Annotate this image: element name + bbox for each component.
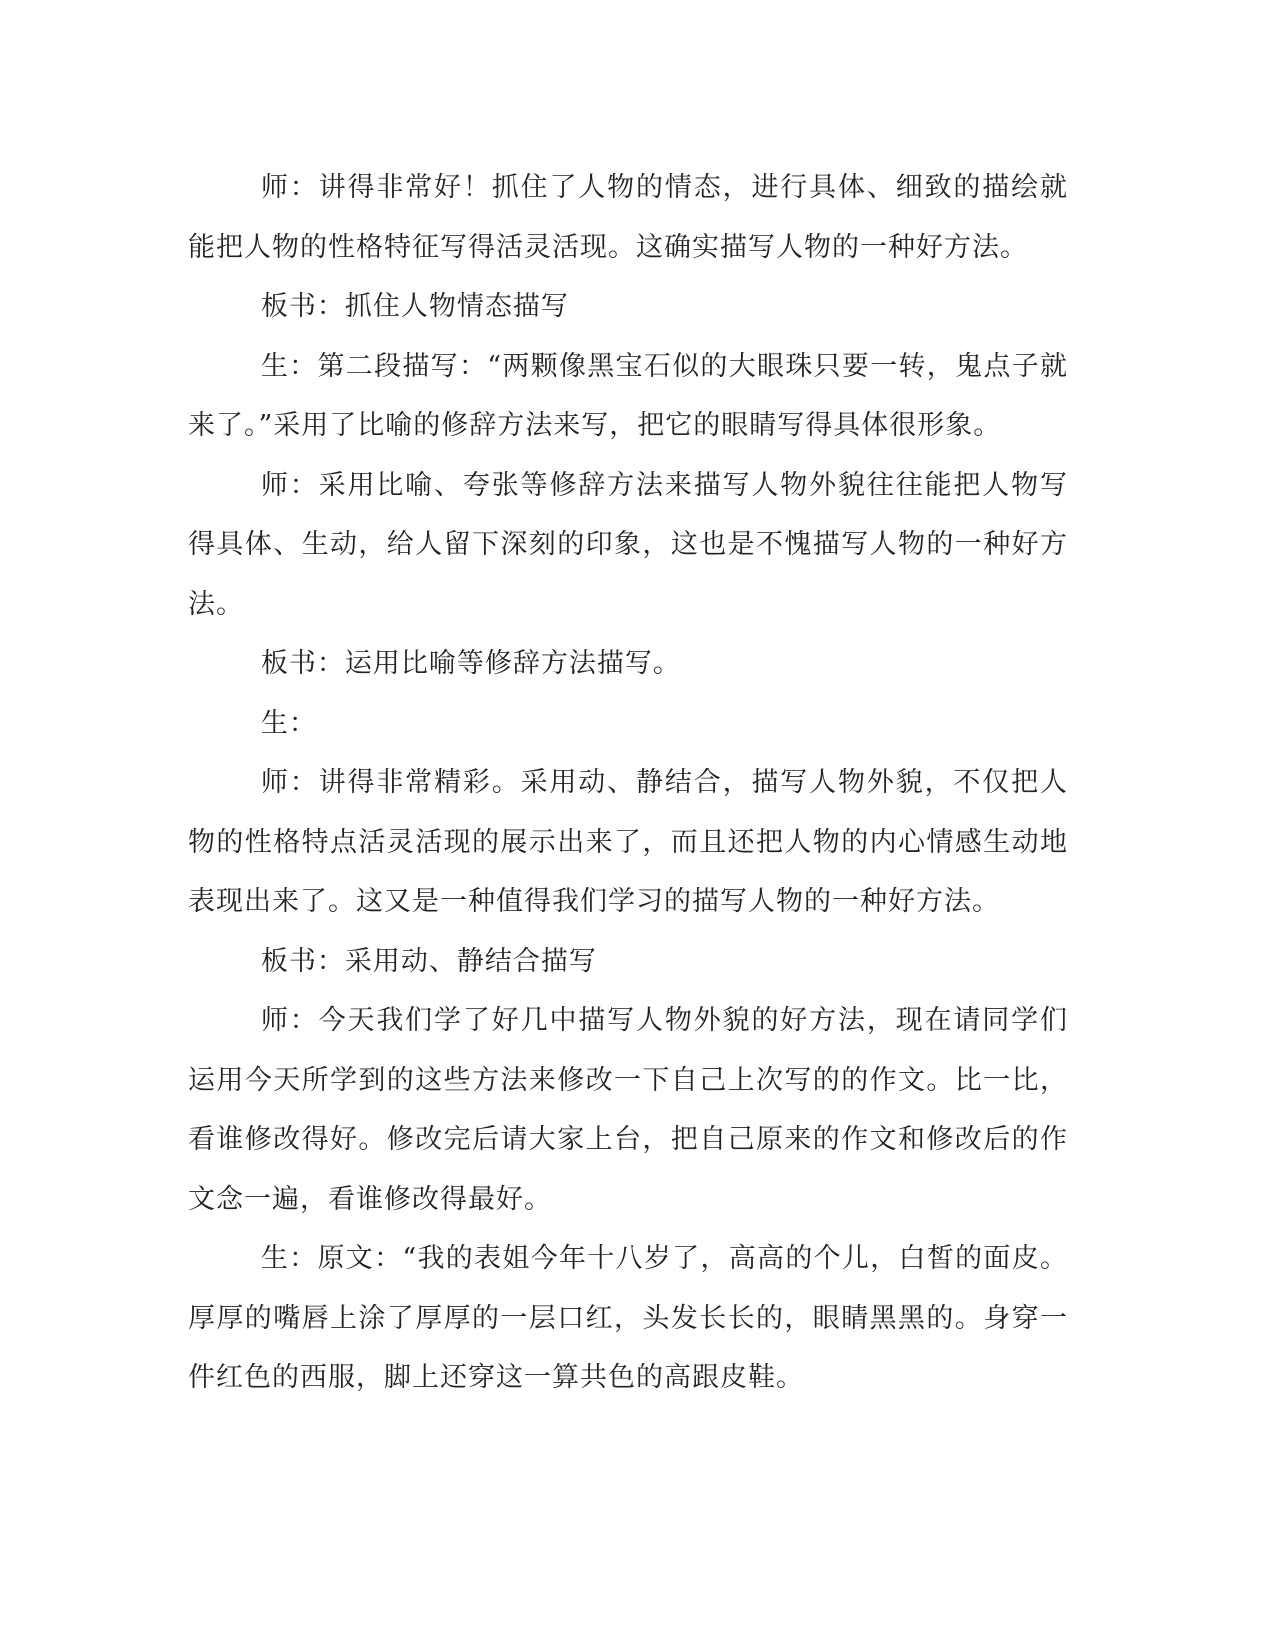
paragraph-student-2: 生： (260, 707, 317, 739)
paragraph-student-3: 生：原文：“我的表姐今年十八岁了，高高的个儿，白皙的面皮。厚厚的嘴唇上涂了厚厚的一层口红，头发长长的，眼睛黑黑的。身穿一件红色的西服，脚上还穿这一算共色的高跟皮鞋。 (188, 1243, 1068, 1393)
paragraph-board-note-3: 板书：采用动、静结合描写 (260, 945, 597, 977)
paragraph-board-note-2: 板书：运用比喻等修辞方法描写。 (260, 648, 681, 679)
paragraph-student-1: 生：第二段描写：“两颗像黑宝石似的大眼珠只要一转，鬼点子就来了。”采用了比喻的修辞方法来写，把它的眼睛写得具体很形象。 (188, 350, 1068, 441)
document-body (188, 158, 1068, 1408)
paragraph-teacher-praise: 师：讲得非常好！抓住了人物的情态，进行具体、细致的描绘就能把人物的性格特征写得活灵活现。这确实描写人物的一种好方法。 (188, 172, 1068, 263)
paragraph-board-note-1: 板书：抓住人物情态描写 (260, 291, 569, 322)
paragraph-teacher-2: 师：采用比喻、夸张等修辞方法来描写人物外貌往往能把人物写得具体、生动，给人留下深刻的印象，这也是不愧描写人物的一种好方法。 (188, 469, 1068, 620)
paragraph-teacher-3: 师：讲得非常精彩。采用动、静结合，描写人物外貌，不仅把人物的性格特点活灵活现的展示出来了，而且还把人物的内心情感生动地表现出来了。这又是一种值得我们学习的描写人物的一种好方法。 (188, 767, 1068, 917)
paragraph-teacher-4: 师：今天我们学了好几中描写人物外貌的好方法，现在请同学们运用今天所学到的这些方法来修改一下自己上次写的的作文。比一比，看谁修改得好。修改完后请大家上台，把自己原来的作文和修改后的作文念一遍，看谁修改得最好。 (188, 1005, 1068, 1215)
